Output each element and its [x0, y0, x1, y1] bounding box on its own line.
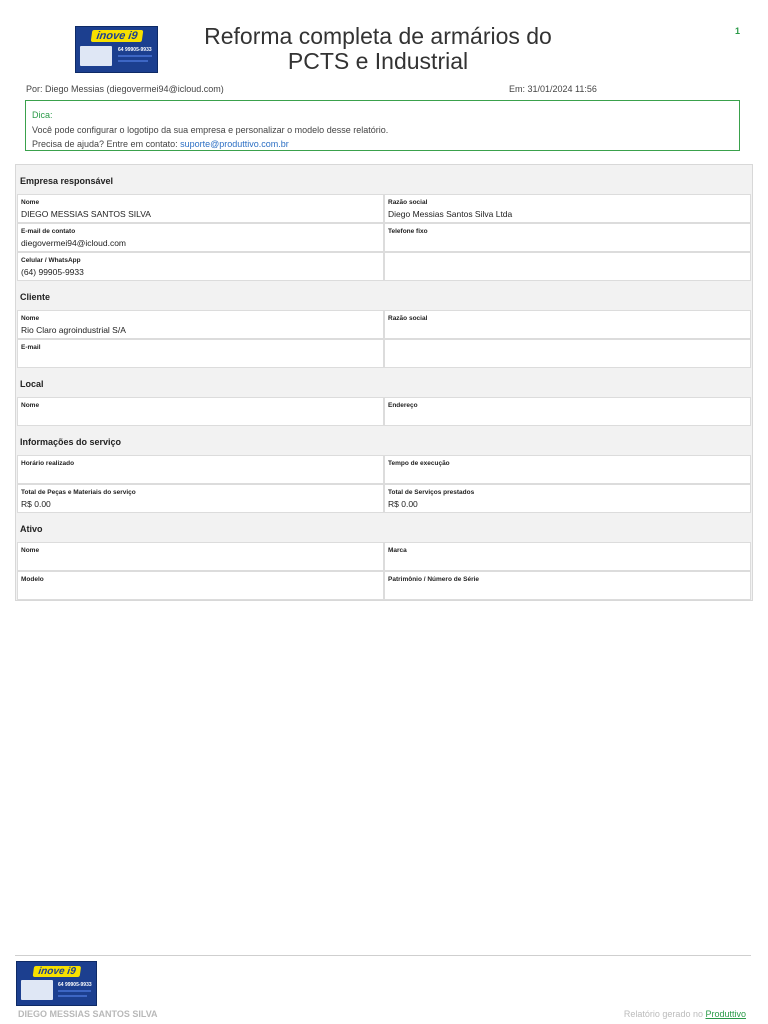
field-cell	[384, 455, 751, 484]
field-label: Endereço	[388, 402, 418, 409]
tip-title: Dica:	[32, 110, 53, 120]
field-value: R$ 0.00	[388, 499, 418, 509]
field-cell	[384, 339, 751, 368]
field-cell	[384, 397, 751, 426]
field-value: Diego Messias Santos Silva Ltda	[388, 209, 513, 219]
logo-phone-text: 64 99905-9933	[118, 47, 152, 53]
field-cell	[17, 223, 384, 252]
field-cell	[384, 484, 751, 513]
section-title: Local	[16, 368, 752, 397]
field-cell	[17, 484, 384, 513]
field-label: Tempo de execução	[388, 460, 450, 467]
logo-strip	[58, 990, 91, 992]
tip-box	[25, 100, 740, 151]
field-row	[16, 455, 752, 484]
field-value: DIEGO MESSIAS SANTOS SILVA	[21, 209, 151, 219]
field-label: Total de Peças e Materiais do serviço	[21, 489, 136, 496]
field-label: Celular / WhatsApp	[21, 257, 81, 264]
field-row	[16, 310, 752, 339]
field-label: E-mail de contato	[21, 228, 76, 235]
field-label: Patrimônio / Número de Série	[388, 576, 480, 583]
field-cell	[17, 339, 384, 368]
field-row	[16, 252, 752, 281]
footer-company-name: DIEGO MESSIAS SANTOS SILVA	[18, 1009, 158, 1019]
field-row	[16, 223, 752, 252]
logo-brand-text: inove i9	[32, 966, 81, 977]
field-cell	[17, 310, 384, 339]
section-title: Cliente	[16, 281, 752, 310]
report-sheet	[15, 164, 753, 601]
field-cell	[384, 310, 751, 339]
field-cell	[17, 397, 384, 426]
field-value: (64) 99905-9933	[21, 267, 84, 277]
field-cell	[384, 223, 751, 252]
tip-help-text: Precisa de ajuda? Entre em contato:	[32, 139, 181, 149]
field-row	[16, 484, 752, 513]
field-label: Razão social	[388, 199, 428, 206]
field-cell	[17, 194, 384, 223]
field-cell	[17, 542, 384, 571]
field-label: Nome	[21, 199, 40, 206]
section-title: Informações do serviço	[16, 426, 752, 455]
logo-phone-text: 64 99905-9933	[58, 982, 92, 988]
field-value: diegovermei94@icloud.com	[21, 238, 127, 248]
tip-text: Você pode configurar o logotipo da sua empresa e personalizar o modelo desse relatório.	[32, 124, 389, 135]
field-label: Total de Serviços prestados	[388, 489, 475, 496]
footer-generated	[624, 1009, 746, 1019]
field-label: Nome	[21, 547, 40, 554]
field-row	[16, 339, 752, 368]
company-logo	[75, 26, 158, 73]
field-label: Horário realizado	[21, 460, 75, 467]
footer-divider	[15, 955, 751, 956]
field-row	[16, 194, 752, 223]
support-email-link[interactable]: suporte@produttivo.com.br	[180, 139, 289, 149]
logo-card-graphic	[21, 980, 53, 1000]
field-label: Telefone fixo	[388, 228, 428, 235]
logo-strip	[58, 995, 87, 997]
field-cell	[17, 571, 384, 600]
field-cell	[384, 194, 751, 223]
produttivo-link[interactable]: Produttivo	[705, 1009, 746, 1019]
footer-logo	[16, 961, 97, 1006]
field-value: Rio Claro agroindustrial S/A	[21, 325, 126, 335]
field-cell	[384, 252, 751, 281]
logo-brand-text: inove i9	[90, 30, 143, 42]
page-number: 1	[734, 26, 740, 36]
field-row	[16, 571, 752, 600]
field-cell	[17, 455, 384, 484]
section-title: Ativo	[16, 513, 752, 542]
report-date: Em: 31/01/2024 11:56	[509, 84, 597, 94]
field-row	[16, 542, 752, 571]
field-cell	[384, 542, 751, 571]
field-label: Modelo	[21, 576, 44, 583]
field-row	[16, 397, 752, 426]
section-title: Empresa responsável	[16, 165, 752, 194]
tip-help-line	[32, 137, 733, 152]
footer-generated-text: Relatório gerado no	[623, 1009, 706, 1019]
field-label: E-mail	[21, 344, 41, 351]
field-value: R$ 0.00	[21, 499, 51, 509]
report-author: Por: Diego Messias (diegovermei94@icloud.com)	[26, 84, 224, 94]
field-label: Nome	[21, 315, 40, 322]
field-label: Nome	[21, 402, 40, 409]
report-title: Reforma completa de armários do PCTS e Industrial	[204, 23, 552, 74]
field-label: Marca	[388, 547, 407, 554]
field-cell	[384, 571, 751, 600]
logo-strip	[118, 60, 148, 62]
field-cell	[17, 252, 384, 281]
field-label: Razão social	[388, 315, 428, 322]
logo-strip	[118, 55, 152, 57]
logo-card-graphic	[80, 46, 112, 66]
